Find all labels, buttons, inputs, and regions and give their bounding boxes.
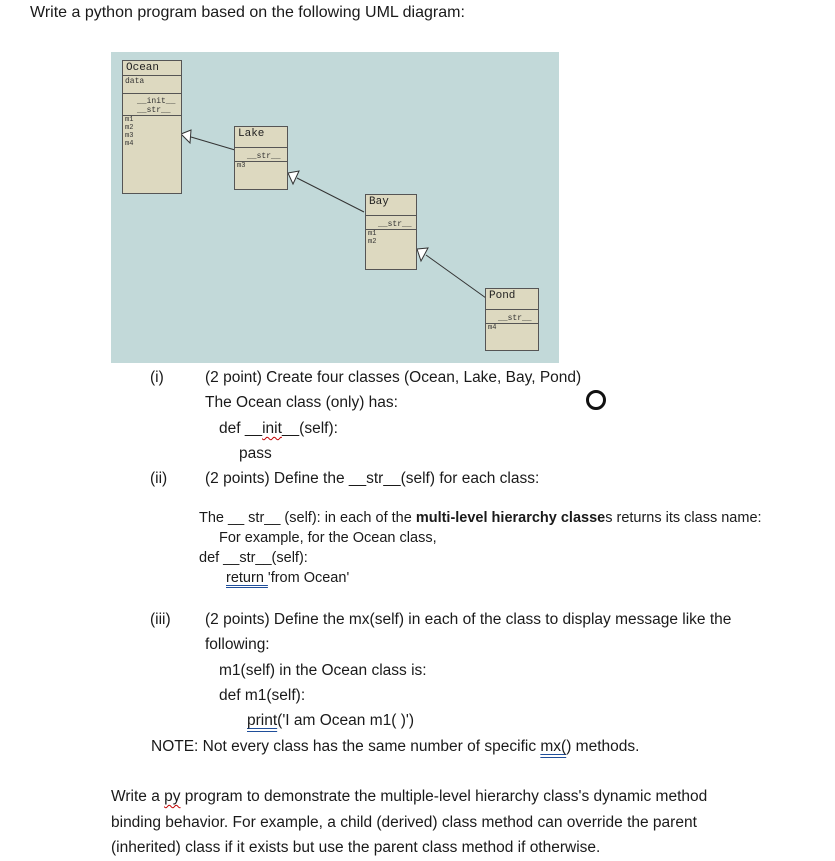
desc-text: s returns its class name:: [605, 510, 762, 526]
arrow-bay-lake: [288, 171, 299, 184]
uml-method: m3: [125, 132, 134, 140]
item-ii-line1: (2 points) Define the __str__(self) for each class:: [205, 470, 540, 487]
uml-method: m1: [125, 116, 134, 124]
code-text: def __: [219, 420, 263, 437]
item-iii-line1: (2 points) Define the mx(self) in each of the class to display message like the: [205, 611, 732, 628]
uml-method: m1: [368, 230, 377, 238]
uml-method: m4: [125, 140, 134, 148]
print-keyword: print: [247, 712, 278, 729]
footer-text: program to demonstrate the multiple-level hierarchy class's dynamic method: [180, 788, 708, 805]
uml-method: __str__: [123, 106, 181, 116]
item-iii-print: [247, 712, 414, 730]
footer-text: Write a: [111, 788, 165, 805]
uml-class-name: Bay: [366, 195, 416, 216]
item-i-code: [219, 420, 338, 438]
item-iii-line4: def m1(self):: [219, 687, 306, 704]
return-keyword: return: [226, 570, 268, 586]
item-number-iii: (iii): [150, 611, 171, 628]
arrow-pond-bay: [417, 248, 428, 261]
item-iii-line2: following:: [205, 636, 270, 653]
circle-icon: [586, 390, 606, 410]
desc-text: The __ str__ (self): in each of the: [199, 510, 416, 526]
uml-method: __str__: [235, 152, 287, 162]
item-ii-example: For example, for the Ocean class,: [219, 530, 437, 546]
item-i-pass: pass: [239, 445, 272, 462]
item-number-i: (i): [150, 369, 164, 386]
item-i-line2: The Ocean class (only) has:: [205, 394, 398, 411]
return-value: 'from Ocean': [267, 570, 350, 586]
footer-py: py: [164, 788, 181, 805]
uml-class-pond: [485, 288, 539, 351]
print-args: ('I am Ocean m1( )'): [277, 712, 414, 729]
item-iii-line3: m1(self) in the Ocean class is:: [219, 662, 427, 679]
uml-class-name: Pond: [486, 289, 538, 310]
uml-method: m2: [368, 238, 377, 246]
uml-class-name: Ocean: [123, 61, 181, 76]
uml-method: m3: [237, 162, 246, 170]
uml-class-bay: [365, 194, 417, 270]
uml-method: __init__: [137, 97, 176, 106]
note-text: ) methods.: [566, 738, 640, 755]
note-mx: mx(: [540, 738, 567, 755]
item-ii-return: [226, 570, 349, 586]
uml-class-attr: data: [123, 76, 181, 94]
uml-diagram: [111, 52, 559, 363]
uml-method: __str__: [366, 220, 416, 230]
footer-line2: binding behavior. For example, a child (derived) class method can override the parent: [111, 814, 697, 831]
uml-class-ocean: [122, 60, 182, 194]
uml-method: m2: [125, 124, 134, 132]
uml-method: __str__: [486, 314, 538, 324]
uml-class-name: Lake: [235, 127, 287, 148]
item-ii-code-def: def __str__(self):: [199, 550, 308, 566]
item-i-line1: (2 point) Create four classes (Ocean, Lake, Bay, Pond): [205, 369, 582, 386]
arrow-lake-ocean: [181, 130, 191, 143]
footer-line3: (inherited) class if it exists but use the parent class method if otherwise.: [111, 839, 601, 856]
uml-method: m4: [488, 324, 497, 332]
footer-line1: [111, 788, 707, 806]
item-number-ii: (ii): [150, 470, 168, 487]
code-text-init: init: [262, 420, 282, 437]
uml-class-lake: [234, 126, 288, 190]
code-text: __(self):: [281, 420, 338, 437]
desc-bold: multi-level hierarchy classe: [415, 510, 606, 526]
note-text: NOTE: Not every class has the same number of specific: [151, 738, 541, 755]
page-title: Write a python program based on the following UML diagram:: [30, 4, 465, 21]
item-ii-desc: [199, 510, 762, 526]
note: [151, 738, 639, 756]
